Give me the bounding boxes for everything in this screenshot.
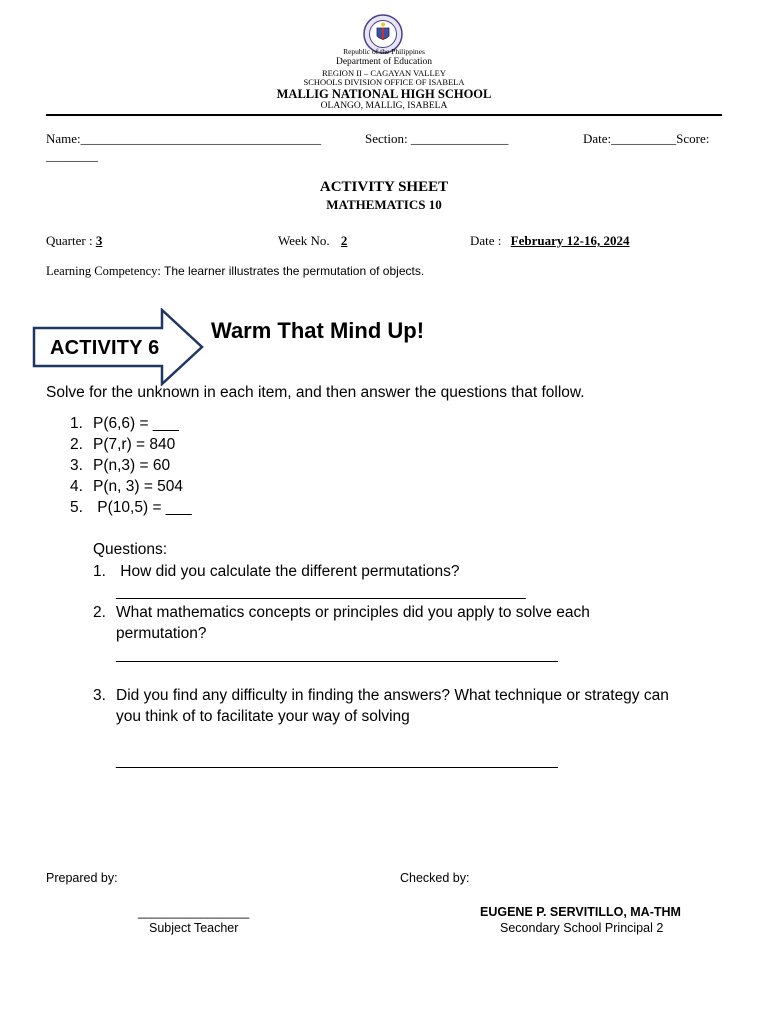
name-field[interactable]: Name:_____________________________________ <box>46 131 322 146</box>
question-2 <box>93 604 590 622</box>
item-text: P(6,6) = ___ <box>93 415 179 432</box>
school-name: MALLIG NATIONAL HIGH SCHOOL <box>276 87 492 101</box>
teacher-signature-line[interactable]: ________________ <box>138 905 250 919</box>
problem-item <box>70 415 192 436</box>
activity-label: ACTIVITY 6 <box>50 337 160 359</box>
problem-list <box>70 415 192 520</box>
checked-by-label: Checked by: <box>400 871 470 885</box>
item-text: P(10,5) = ___ <box>93 499 192 516</box>
answer-line-2[interactable]: _______________________________________________________ <box>116 646 558 663</box>
question-text: What mathematics concepts or principles did you apply to solve each <box>116 604 590 621</box>
item-text: P(n, 3) = 504 <box>93 478 184 495</box>
answer-line-3[interactable]: _______________________________________________________ <box>116 752 558 769</box>
problem-item <box>70 457 192 478</box>
activity-title: Warm That Mind Up! <box>211 318 425 343</box>
item-number: 3. <box>70 457 83 474</box>
answer-line-1[interactable]: ___________________________________________________ <box>116 583 526 600</box>
section-field[interactable]: Section: _______________ <box>365 131 509 146</box>
date-score-field[interactable]: Date:__________Score: <box>583 131 710 146</box>
item-text: P(7,r) = 840 <box>93 436 176 453</box>
question-number: 3. <box>93 687 106 704</box>
question-2-continued: permutation? <box>116 625 207 642</box>
teacher-role: Subject Teacher <box>149 921 239 935</box>
problem-item <box>70 478 192 499</box>
item-number: 5. <box>70 499 83 516</box>
week-value: 2 <box>340 233 348 248</box>
instruction-text: Solve for the unknown in each item, and then answer the questions that follow. <box>46 384 585 401</box>
principal-role: Secondary School Principal 2 <box>500 921 664 935</box>
school-address: OLANGO, MALLIG, ISABELA <box>320 101 448 111</box>
question-number: 2. <box>93 604 106 621</box>
question-number: 1. <box>93 563 106 580</box>
competency-label: Learning Competency: <box>46 264 161 278</box>
region-line: REGION II – CAGAYAN VALLEY <box>321 68 447 78</box>
item-number: 2. <box>70 436 83 453</box>
division-line: SCHOOLS DIVISION OFFICE OF ISABELA <box>303 77 465 87</box>
item-number: 4. <box>70 478 83 495</box>
principal-name: EUGENE P. SERVITILLO, MA-THM <box>480 905 681 919</box>
subject-title: MATHEMATICS 10 <box>326 197 442 212</box>
quarter-info <box>46 233 102 249</box>
learning-competency <box>46 264 424 279</box>
week-label: Week No. <box>278 233 330 248</box>
week-info <box>278 233 347 249</box>
question-text: How did you calculate the different permutations? <box>116 563 460 580</box>
problem-item <box>70 499 192 520</box>
quarter-value: 3 <box>95 233 103 248</box>
republic-line: Republic of the Philippines <box>343 47 425 56</box>
header-divider <box>46 114 722 116</box>
problem-item <box>70 436 192 457</box>
prepared-by-label: Prepared by: <box>46 871 118 885</box>
question-1 <box>93 563 460 581</box>
date-value: February 12-16, 2024 <box>510 233 630 248</box>
department-line: Department of Education <box>335 57 433 67</box>
date-label: Date : <box>470 233 502 248</box>
question-text: Did you find any difficulty in finding the answers? What technique or strategy can <box>116 687 669 704</box>
page-title: ACTIVITY SHEET <box>319 179 449 195</box>
question-3 <box>93 687 669 705</box>
questions-heading: Questions: <box>93 541 168 558</box>
quarter-label: Quarter : <box>46 233 93 248</box>
date-info <box>470 233 629 249</box>
competency-text: The learner illustrates the permutation of objects. <box>164 264 425 278</box>
question-3-continued: you think of to facilitate your way of solving <box>116 708 410 725</box>
item-text: P(n,3) = 60 <box>93 457 171 474</box>
item-number: 1. <box>70 415 83 432</box>
score-field-line[interactable]: ________ <box>46 148 98 163</box>
